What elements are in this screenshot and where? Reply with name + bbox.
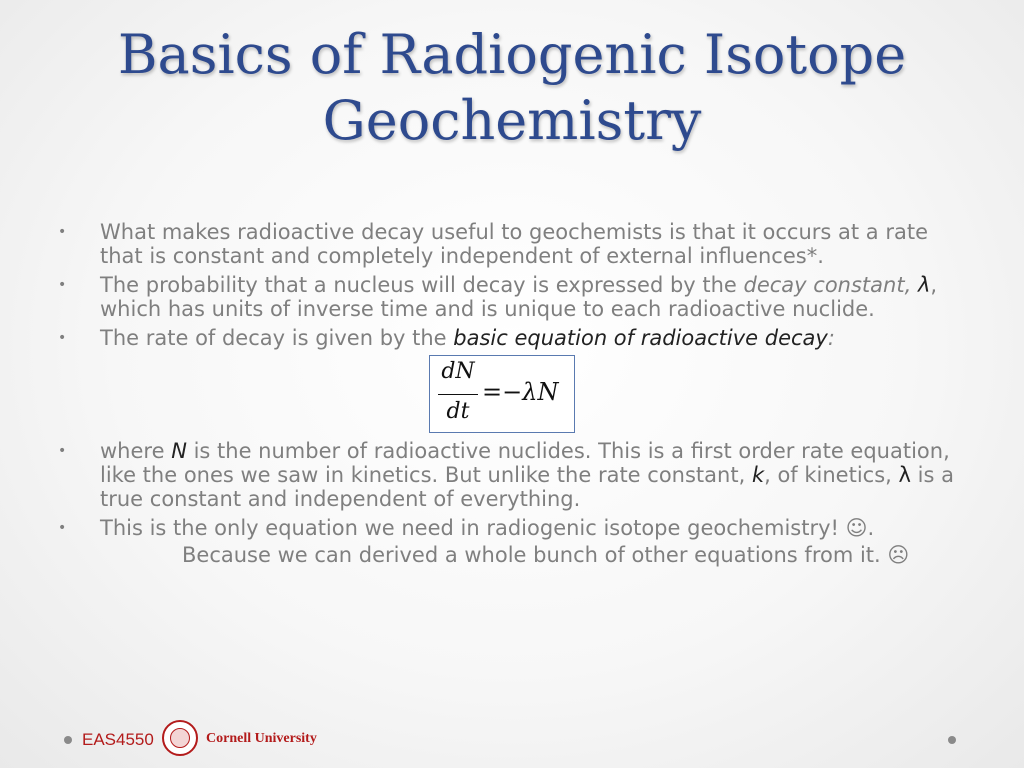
lambda-symbol-2: λ — [898, 463, 911, 487]
slide-footer — [0, 708, 1024, 768]
bullet-dot: • — [58, 520, 67, 536]
variable-n: N — [171, 439, 187, 463]
bullet-4-text-end: is a true constant and independent of everything. — [100, 463, 954, 511]
footer-dot-right — [948, 736, 956, 744]
variable-k: k — [751, 463, 765, 487]
equation-lambda: λ — [522, 378, 538, 406]
slide-title-line1: Basics of Radiogenic Isotope — [117, 23, 907, 86]
equation-n: N — [537, 378, 559, 406]
slide-title-line2: Geochemistry — [322, 89, 702, 152]
bullet-2 — [58, 273, 958, 321]
fraction-bar — [438, 394, 478, 395]
bullet-2-text-end: , which has units of inverse time and is unique to each radioactive nuclide. — [100, 273, 938, 321]
slide-title — [0, 22, 1024, 154]
bullet-5-text: This is the only equation we need in radiogenic isotope geochemistry! ☺. — [100, 516, 875, 540]
bullet-5 — [58, 516, 958, 567]
bullet-dot: • — [58, 330, 67, 346]
footer-dot-left — [64, 736, 72, 744]
bullet-4 — [58, 439, 958, 511]
bullet-3 — [58, 326, 958, 350]
equation-rhs — [482, 380, 558, 404]
equation-numerator: dN — [441, 359, 475, 384]
bullet-2-text: The probability that a nucleus will decay is expressed by the — [100, 273, 744, 297]
bullet-dot: • — [58, 224, 67, 240]
bullet-3-text: The rate of decay is given by the — [100, 326, 454, 350]
cornell-seal-icon — [162, 720, 198, 756]
equation-fraction — [438, 360, 478, 424]
bullet-dot: • — [58, 277, 67, 293]
course-code: EAS4550 — [82, 730, 154, 749]
bullet-4-text-mid: is the number of radioactive nuclides. This is a first order rate equation, like the ones we saw in kinetics. But unlike the rate constant, — [100, 439, 950, 487]
bullet-1-text: What makes radioactive decay useful to geochemists is that it occurs at a rate that is constant and completely independent of external influences*. — [100, 220, 929, 268]
lambda-symbol: λ — [917, 273, 931, 297]
equation-equals-minus: =− — [482, 378, 523, 406]
bullet-4-text-mid2: , of kinetics, — [764, 463, 899, 487]
bullet-5-line2: Because we can derived a whole bunch of other equations from it. ☹ — [182, 543, 910, 567]
bullet-3-colon: : — [827, 326, 835, 350]
bullet-dot: • — [58, 443, 67, 459]
university-name: Cornell University — [206, 731, 317, 746]
basic-equation-term: basic equation of radioactive decay — [453, 326, 828, 350]
decay-constant-term: decay constant, — [743, 273, 912, 297]
bullet-4-text: where — [100, 439, 172, 463]
slide-body — [58, 220, 958, 572]
decay-equation — [429, 355, 575, 433]
equation-denominator: dt — [446, 399, 470, 424]
bullet-1 — [58, 220, 958, 268]
